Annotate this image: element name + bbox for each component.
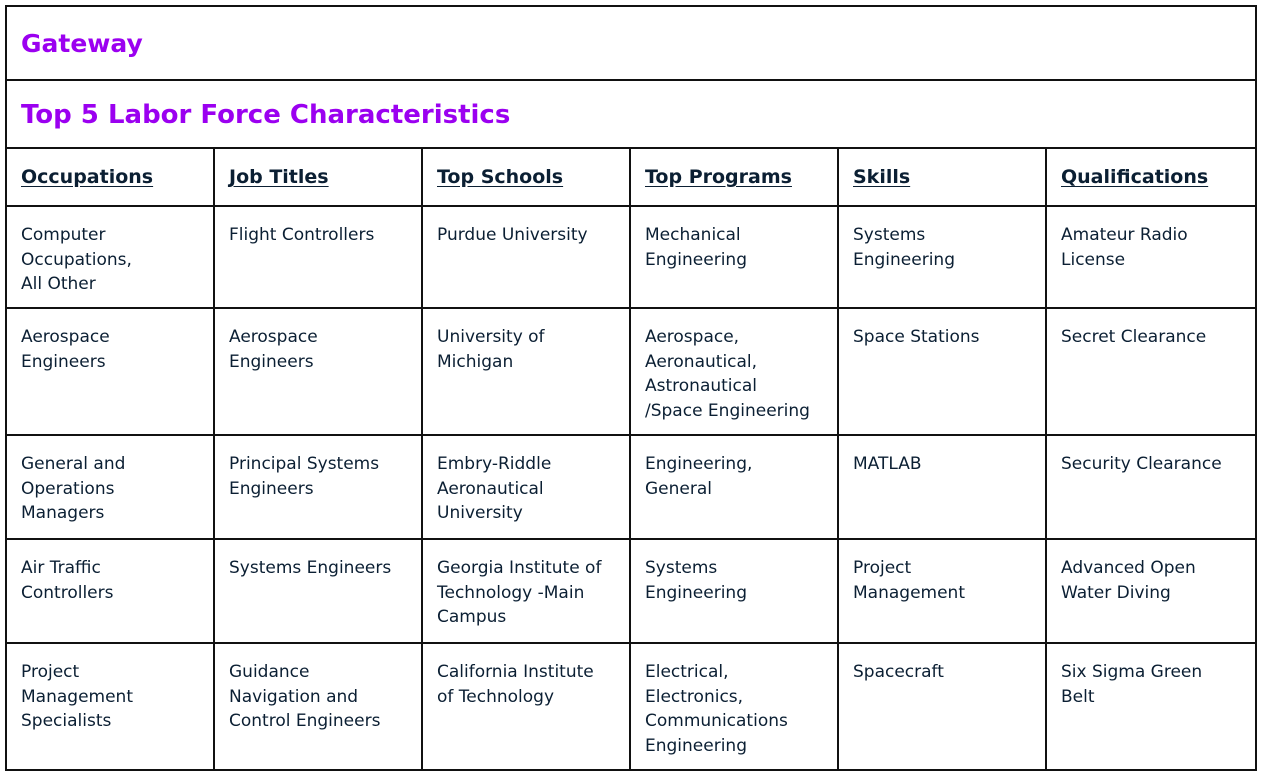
header-cell-job-titles xyxy=(214,148,422,206)
cell-text: Aerospace Engineers xyxy=(229,327,318,372)
table-row xyxy=(6,308,1256,435)
table-cell xyxy=(214,643,422,770)
table-cell xyxy=(630,308,838,435)
table-row xyxy=(6,643,1256,770)
table-cell xyxy=(6,308,214,435)
column-header-link-job-titles[interactable]: Job Titles xyxy=(229,166,329,188)
column-header-link-top-programs[interactable]: Top Programs xyxy=(645,166,792,188)
table-cell xyxy=(6,539,214,643)
table-row xyxy=(6,539,1256,643)
cell-text: Systems Engineers xyxy=(229,558,392,578)
column-header-link-qualifications[interactable]: Qualifications xyxy=(1061,166,1209,188)
cell-text: Systems Engineering xyxy=(853,225,955,270)
subtitle-row xyxy=(6,80,1256,148)
subtitle-cell xyxy=(6,80,1256,148)
table-cell xyxy=(630,206,838,308)
cell-text: Embry-Riddle Aeronautical University xyxy=(437,454,552,523)
table-cell xyxy=(1046,308,1256,435)
table-cell xyxy=(838,206,1046,308)
header-cell-top-schools xyxy=(422,148,630,206)
page-title: Gateway xyxy=(21,29,143,58)
cell-text: Advanced Open Water Diving xyxy=(1061,558,1196,603)
table-cell xyxy=(838,539,1046,643)
cell-text: Spacecraft xyxy=(853,662,944,682)
title-row xyxy=(6,6,1256,80)
table-cell xyxy=(6,435,214,539)
cell-text: Engineering, General xyxy=(645,454,753,499)
table-cell xyxy=(422,539,630,643)
cell-text: Mechanical Engineering xyxy=(645,225,747,270)
section-heading: Top 5 Labor Force Characteristics xyxy=(21,100,511,130)
table-cell xyxy=(838,435,1046,539)
cell-text: Six Sigma Green Belt xyxy=(1061,662,1203,707)
table-cell xyxy=(630,435,838,539)
cell-text: California Institute of Technology xyxy=(437,662,594,707)
cell-text: Purdue University xyxy=(437,225,588,245)
cell-text: Secret Clearance xyxy=(1061,327,1207,347)
cell-text: Principal Systems Engineers xyxy=(229,454,380,499)
header-cell-occupations xyxy=(6,148,214,206)
table-cell xyxy=(422,206,630,308)
table-cell xyxy=(1046,206,1256,308)
cell-text: University of Michigan xyxy=(437,327,545,372)
column-header-link-occupations[interactable]: Occupations xyxy=(21,166,154,188)
table-row xyxy=(6,206,1256,308)
table-cell xyxy=(422,643,630,770)
table-cell xyxy=(630,643,838,770)
table-cell xyxy=(838,643,1046,770)
cell-text: Georgia Institute of Technology -Main Campus xyxy=(437,558,602,627)
table-cell xyxy=(1046,643,1256,770)
table-cell xyxy=(214,308,422,435)
table-row xyxy=(6,435,1256,539)
table-cell xyxy=(6,643,214,770)
cell-text: Guidance Navigation and Control Engineers xyxy=(229,662,381,731)
cell-text: Systems Engineering xyxy=(645,558,747,603)
cell-text: Aerospace, Aeronautical, Astronautical /Space Engineering xyxy=(645,327,810,421)
column-header-link-skills[interactable]: Skills xyxy=(853,166,911,188)
header-cell-skills xyxy=(838,148,1046,206)
cell-text: Project Management Specialists xyxy=(21,662,133,731)
cell-text: Flight Controllers xyxy=(229,225,375,245)
header-row xyxy=(6,148,1256,206)
table-cell xyxy=(422,435,630,539)
cell-text: General and Operations Managers xyxy=(21,454,126,523)
header-cell-qualifications xyxy=(1046,148,1256,206)
cell-text: Aerospace Engineers xyxy=(21,327,110,372)
cell-text: Space Stations xyxy=(853,327,980,347)
cell-text: Security Clearance xyxy=(1061,454,1222,474)
table-cell xyxy=(1046,539,1256,643)
table-cell xyxy=(1046,435,1256,539)
table-cell xyxy=(422,308,630,435)
table-cell xyxy=(630,539,838,643)
cell-text: Project Management xyxy=(853,558,965,603)
table-cell xyxy=(214,435,422,539)
cell-text: Amateur Radio License xyxy=(1061,225,1188,270)
table-cell xyxy=(214,206,422,308)
cell-text: Computer Occupations, All Other xyxy=(21,225,132,294)
cell-text: Air Traffic Controllers xyxy=(21,558,114,603)
column-header-link-top-schools[interactable]: Top Schools xyxy=(437,166,564,188)
table-cell xyxy=(6,206,214,308)
title-cell xyxy=(6,6,1256,80)
header-cell-top-programs xyxy=(630,148,838,206)
cell-text: MATLAB xyxy=(853,454,922,474)
cell-text: Electrical, Electronics, Communications Engineering xyxy=(645,662,788,756)
labor-force-table xyxy=(5,5,1257,771)
table-cell xyxy=(214,539,422,643)
table-cell xyxy=(838,308,1046,435)
